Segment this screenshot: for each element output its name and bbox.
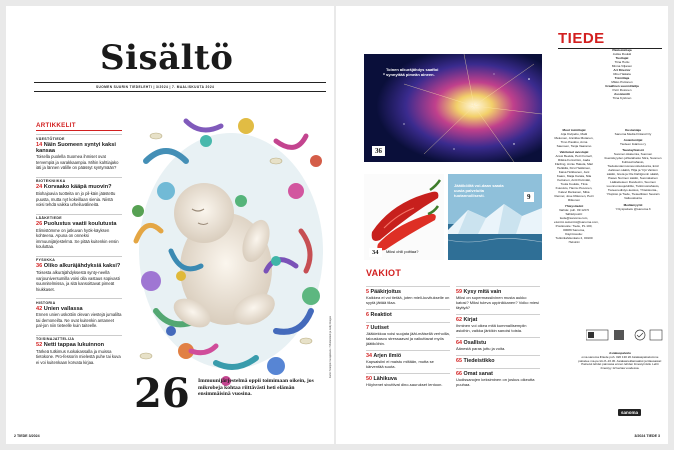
article-section: HISTORIA <box>36 298 122 305</box>
page-folio: 2 TIEDE 3/2024 <box>14 434 40 438</box>
vakiot-title: Tiedeistikko <box>463 357 495 364</box>
fineprint-text: oma.sanoma.fi/tiede puh. 020 130 20 Asiakaspalvelumme palvelee ma-pe klo 8–16.30. Asiakasreklamaatiot ja tilausasiat: Painetut lehdet painossa ennen lehden ilmestymistä. Lehti ilmestyy 12 kertaa vuodessa. <box>578 354 662 371</box>
staff-names: Yrityspalvelu @sanoma.fi <box>615 207 651 211</box>
staff-name: Tiina Kytönen <box>612 96 632 100</box>
cosmos-caption: Toinen alkuräjähdys saattoi synnyttää pimeän aineen. <box>386 67 439 77</box>
staff-role: Toimittaja <box>614 76 630 80</box>
article-section: TOISINAJATTELIJA <box>36 335 122 342</box>
title-rule-bottom <box>34 91 326 92</box>
vakiot-text: Jääkiekkoa voisi suojata jäät-mäisellä verhoilla, talouskasvu stressaavat ja vaikuttavat myös jäätiköihin. <box>366 330 450 346</box>
vakiot-item[interactable] <box>366 322 450 346</box>
staff-role: Assistentti <box>614 92 630 96</box>
staff-role: Asiantuntijat <box>623 138 643 142</box>
article-page-number: 36 <box>36 263 43 270</box>
vakiot-text: Uudissanojen keksiminen on joskus oikeutta puuhaa. <box>456 376 535 387</box>
right-page <box>336 6 668 444</box>
staff-name: Mikko Puttonen <box>611 80 633 84</box>
article-teaser: Ennen unien uskottiin olevan viestejä jumalilta tai demoneilta. Ne ovat kuitenkin antaneet pal-jon niin tieteelle kuin taiteelle. <box>36 312 122 329</box>
article-teaser: Toisella puolella Suomea ihmiset ovat tervempiä ja varakkaampia. Mihin kahtiajako iäti ja lännen välille on päässyt syntymään? <box>36 154 119 171</box>
fineprint-title: Asiakaspalvelu <box>609 351 631 355</box>
staff-name: Tiina Huttu <box>614 60 630 64</box>
photo-credit: Kansi: Scanpix Kuvapalvelu / Shutterstock ja Getty Images <box>329 316 332 379</box>
vakiot-page-number: 5 <box>366 288 369 295</box>
artikkelit-rule <box>36 130 122 131</box>
article-section: BIOTEKNIIKKA <box>36 177 122 184</box>
article-section: VÄESTÖTIEDE <box>36 134 122 141</box>
vakiot-page-number: 65 <box>456 357 462 364</box>
article-section: FYSIIKKA <box>36 256 122 263</box>
article-page-number: 52 <box>36 342 43 349</box>
article-teaser: Elimistömme on jatkuvan hyök-käyksen kohteena. Apuna on onneksi immuunijärjestelmä. Se pitää kuitenkin ensin kouluttaa. <box>36 227 119 250</box>
vakiot-column-1 <box>366 286 450 391</box>
staff-role: Kustantaja <box>625 128 641 132</box>
staff-names: Sanoma Media Finland Oy <box>614 132 652 136</box>
staff-names: Anssi Beekla, Petri Forsell, Riikka Forsström, Aada Färding, Annie Hakola, Mari Helkkilä, Kirsi Heikkinen, Kaisa Holkkanen, Jani Kaaro, Maija Karala, Nila Kettunen, Antti Kivimäki, Tuula Koukku, Tiina Kuusisto, Hannu Pesonen, Kalevi Rantanen, Mika Rennel, Jose Riikonen, Petri Riikonen <box>554 154 594 202</box>
vakiot-heading: VAKIOT <box>366 268 402 278</box>
sanoma-logo: sanoma <box>618 409 641 416</box>
vakiot-item[interactable] <box>366 350 450 369</box>
vakiot-page-number: 64 <box>456 339 462 346</box>
staff-name: Minna Viljanen <box>611 64 633 68</box>
staff-role: Päätoimittaja <box>612 48 632 52</box>
staff-column-2 <box>604 128 662 211</box>
customer-service <box>576 352 664 371</box>
glacier-page-number: 9 <box>524 192 534 202</box>
article-item[interactable] <box>36 335 122 366</box>
vakiot-page-number: 59 <box>456 288 462 295</box>
article-item[interactable] <box>36 177 122 208</box>
vakiot-title: Lähikuva <box>373 375 397 382</box>
staff-role: Tuottajat <box>615 56 629 60</box>
article-title: Unien vallassa <box>43 305 83 312</box>
staff-role: Taustayhteisöt <box>622 148 644 152</box>
article-page-number: 24 <box>36 184 43 191</box>
staff-role: Yhteystiedot <box>564 204 584 208</box>
article-teaser: Tärkeä tutkimus ruokakassalla ja muissa tietokone. Pro-fessorin mielestä puhe tai kuva ei voi kuitenkaan korvata kirjaa. <box>36 348 121 365</box>
vakiot-title: Uutiset <box>370 324 389 331</box>
vakiot-text: Äänestä paras juttu ja voita. <box>456 345 506 351</box>
vakiot-page-number: 7 <box>366 324 369 331</box>
staff-role: Art Director <box>613 68 631 72</box>
staff-name: Jukka Ruukki <box>612 52 632 56</box>
microbe-baby-image <box>126 101 330 391</box>
article-item[interactable] <box>36 298 122 329</box>
vakiot-title: Kirjat <box>463 316 478 323</box>
artikkelit-heading: ARTIKKELIT <box>36 122 76 129</box>
vakiot-item[interactable] <box>456 337 540 351</box>
vakiot-title: Arjen ilmiö <box>373 352 402 359</box>
vakiot-page-number: 6 <box>366 311 369 318</box>
article-item[interactable] <box>36 256 122 292</box>
article-page-number: 42 <box>36 305 43 312</box>
staff-name: Riku Haikala <box>613 72 631 76</box>
article-teaser: Toisesta alkuräjähdyksestä synty-neellä varjouniversumilla voisi olla vastaus sopivasti suunnitelmissa, ja sitä kansoittavat pimeät hiukkaset. <box>36 270 120 292</box>
vakiot-item[interactable] <box>366 286 450 305</box>
article-page-number: 14 <box>36 141 43 148</box>
chili-page-number: 34 <box>369 248 382 257</box>
staff-role: Muut toimittajat <box>562 128 586 132</box>
page-folio: 3/2024 TIEDE 3 <box>634 434 660 438</box>
hero-illustration[interactable] <box>126 101 330 391</box>
vakiot-item[interactable] <box>456 286 540 310</box>
article-teaser: Biohajoavia tuotteita on jo pil-käin jäästettu puusta, mutta nyt kokeillaan sienia. Niistä voisi tehdä vaikka urheiluvälineitä. <box>36 191 116 208</box>
staff-role: Vakituiset avustajat <box>559 150 589 154</box>
vakiot-title: Omat sanat <box>463 370 493 377</box>
vakiot-title: Pääkirjoitus <box>370 288 402 295</box>
chili-caption: Miksi chili polttaa? <box>386 249 419 254</box>
left-page <box>6 6 334 444</box>
staff-names: Tiedeen lisäntuo ry <box>619 142 647 146</box>
vakiot-page-number: 34 <box>366 352 372 359</box>
article-title: Netti tappaa lukuinnon <box>43 342 105 349</box>
article-title: Puolustus vaatii koulutusta <box>43 221 117 228</box>
vakiot-item[interactable] <box>366 373 450 387</box>
cosmos-page-number: 36 <box>372 146 385 156</box>
certification-logos-icon <box>586 328 664 342</box>
vakiot-item[interactable] <box>456 355 540 364</box>
glacier-caption: Jäätiköiltä voi-daan saada uusia palveluita tuotannollisesti. <box>454 183 504 198</box>
chili-image[interactable] <box>364 174 444 260</box>
vakiot-page-number: 66 <box>456 370 462 377</box>
vakiot-item[interactable] <box>456 368 540 387</box>
vakiot-text: Miksi on supermassiivinen musta aukko katosi? Miksi tuleva uppinikkanen? Voiko miesi täyttyä? <box>456 294 539 310</box>
vakiot-text: Höyhenet sivuttivat dino-saurukset lentoon. <box>366 381 443 387</box>
staff-top <box>582 48 662 100</box>
staff-column-1 <box>554 128 599 244</box>
staff-name: Petri Rotonen <box>612 88 632 92</box>
issue-subline: SUOMEN SUURIN TIEDELEHTI | 3/2024 | 7. MAALISKUUTA 2024 <box>96 85 215 89</box>
article-list <box>36 134 122 371</box>
article-title: Oliko alkuräjähdyksiä kaksi? <box>43 263 121 270</box>
article-item[interactable] <box>36 214 122 250</box>
staff-names: Arja Kivipelto, Matti Mekonen, Annikka Mutanen, Timo Paukku, Anna Saunoen, Tanja Vaaramo <box>554 132 594 148</box>
certification-logos <box>586 328 664 342</box>
vakiot-text: Ihminen voi oikea mitä kummallisempiin asioihin, vaikka järkikin sanoisi toista. <box>456 322 527 333</box>
staff-role: Graafinen suunnittelija <box>605 84 639 88</box>
vakiot-title: Osallistu <box>463 339 487 346</box>
cosmos-image[interactable] <box>364 54 542 162</box>
title-rule-top <box>34 82 326 83</box>
page-title: Sisältö <box>100 38 234 78</box>
article-section: LÄÄKETIEDE <box>36 214 122 221</box>
hero-caption: Immuunijärjestelmä oppii toimimaan oikein, jos mikrobeja kohtaa riittävästi heti elämän ensimmäisinä vuosina. <box>198 378 314 397</box>
vakiot-text: Kaikkea ei voi tietää, joten mieli-kuvitukselle on syytä jättää tilaa. <box>366 294 450 305</box>
staff-names: Suomen Akatemia, Suomen Itsenäisyyden juhlarahasto Sitra, Suomen Kulttuurirahasto, Tiedekustannusneuvottelukunta, Emil Aaltosen säätiö, Hilja ja Yrjö Vainion säätiö, Greta ja Ole Dahlgrenin säätiö, Paavo Nurmen säätiö, Suomalainen Lääketieteen Duodecim, Suomen Luonnonsuojeluliitto, Tutkimusrahasto, Tieteenedistys-keskus, Yhteiskunta-, Yliopisto ja Tiede, Tieteellisten Seurain Valtuuskunta <box>604 152 662 200</box>
tiede-logo: TIEDE <box>558 30 605 47</box>
article-title: Näin Suomeen syntyi kaksi kansaa <box>36 141 116 154</box>
vakiot-text: Kapsaisiini ei maistu miltään, mutta se kärventää suuta. <box>366 358 434 369</box>
vakiot-title: Reaktiot <box>370 311 392 318</box>
vakiot-page-number: 50 <box>366 375 372 382</box>
vakiot-item[interactable] <box>366 309 450 318</box>
glacier-image[interactable] <box>448 174 542 260</box>
article-item[interactable] <box>36 134 122 171</box>
staff-names: Vaihde: puh. 09 120 5 Sähköpostit: tiede@sanoma.com, etunimi.sukunimi@sanoma.com, Postiosoite: Tiede, PL 100, 00089 Sanoma, Käyntiosoite: Toölönlahdenkatu 2, 00100 Helsinki <box>554 208 599 244</box>
staff-role: Mediamyynti <box>623 203 643 207</box>
vakiot-item[interactable] <box>456 314 540 333</box>
vakiot-column-2 <box>456 286 540 391</box>
vakiot-page-number: 62 <box>456 316 462 323</box>
article-page-number: 26 <box>36 221 43 228</box>
hero-page-number: 26 <box>134 370 190 417</box>
vakiot-title: Kysy mitä vain <box>463 288 502 295</box>
article-title: Korvaako kääpä muovin? <box>43 184 112 191</box>
